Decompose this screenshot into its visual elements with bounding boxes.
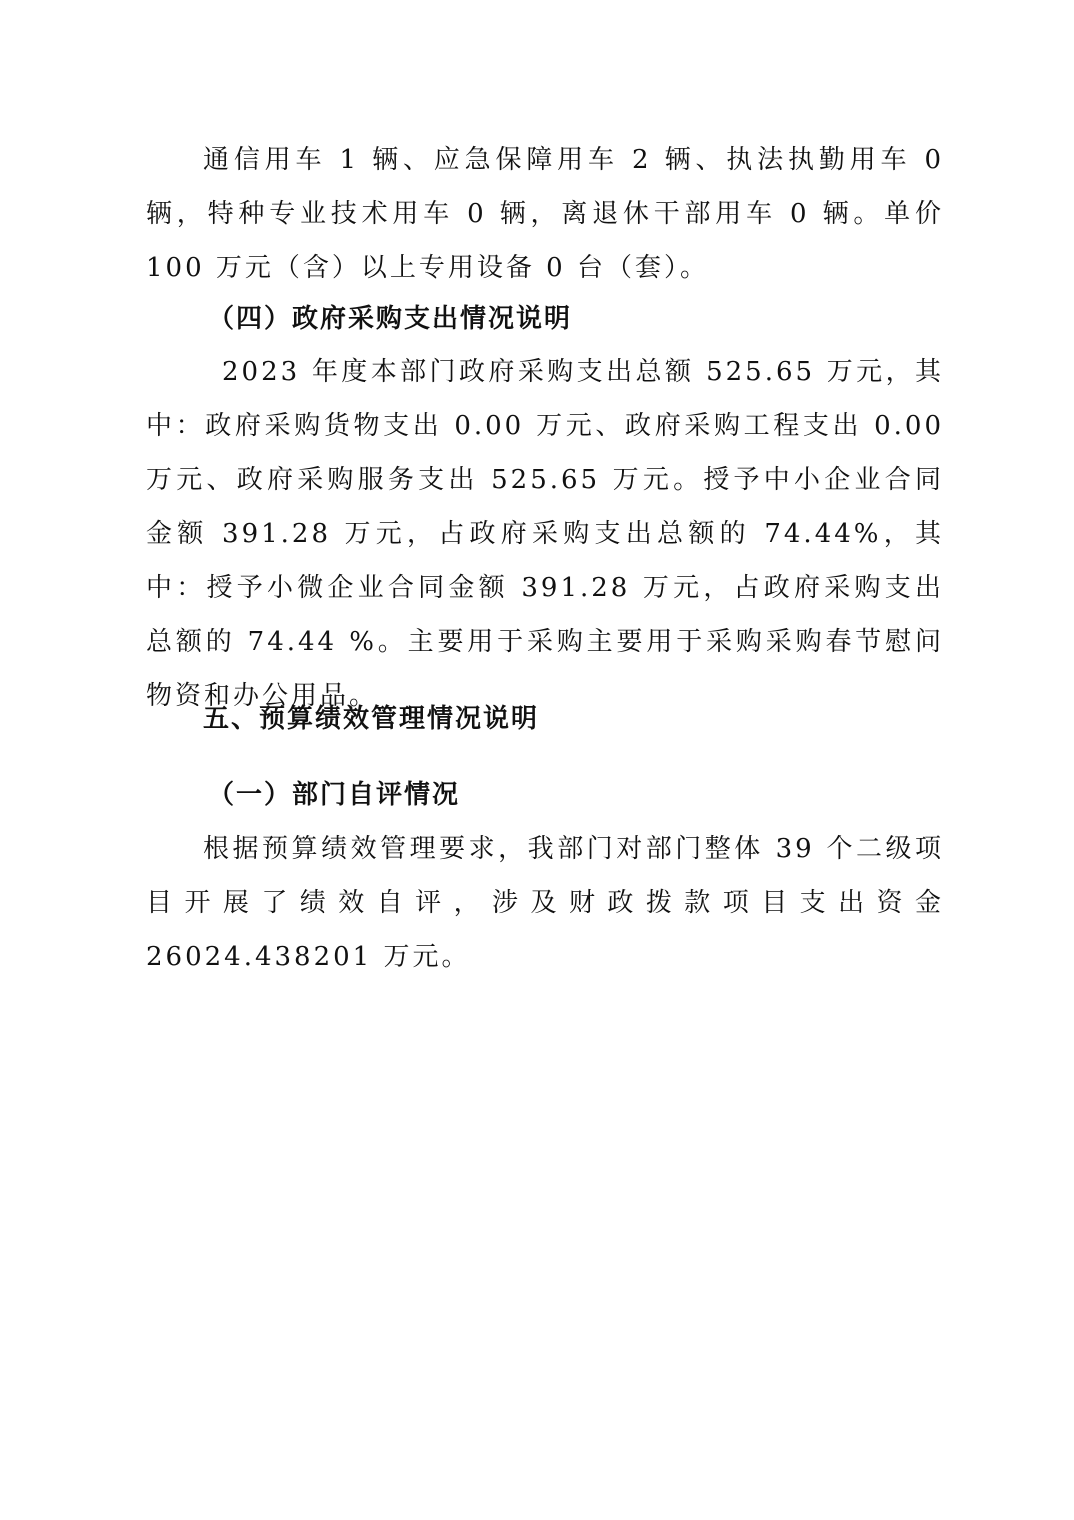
paragraph-procurement: 2023 年度本部门政府采购支出总额 525.65 万元，其中：政府采购货物支出 0.00 万元、政府采购工程支出 0.00 万元、政府采购服务支出 525.65 万元。授予中小企业合同金额 391.28 万元，占政府采购支出总额的 74.44%，其中：授予小微企业合同金额 391.28 万元，占政府采购支出总额的 74.44 %。主要用于采购主要用于采购采购春节慰问物资和办公用品。 — [146, 357, 944, 711]
paragraph-self-evaluation: 根据预算绩效管理要求，我部门对部门整体 39 个二级项目开展了绩效自评，涉及财政拨款项目支出资金 26024.438201 万元。 — [146, 834, 944, 972]
heading-procurement: （四）政府采购支出情况说明 — [208, 304, 573, 334]
paragraph-vehicles: 通信用车 1 辆、应急保障用车 2 辆、执法执勤用车 0 辆，特种专业技术用车 0 辆，离退休干部用车 0 辆。单价 100 万元（含）以上专用设备 0 台（套）。 — [146, 145, 944, 283]
heading-self-evaluation: （一）部门自评情况 — [208, 780, 461, 810]
heading-section-5: 五、预算绩效管理情况说明 — [203, 704, 540, 734]
